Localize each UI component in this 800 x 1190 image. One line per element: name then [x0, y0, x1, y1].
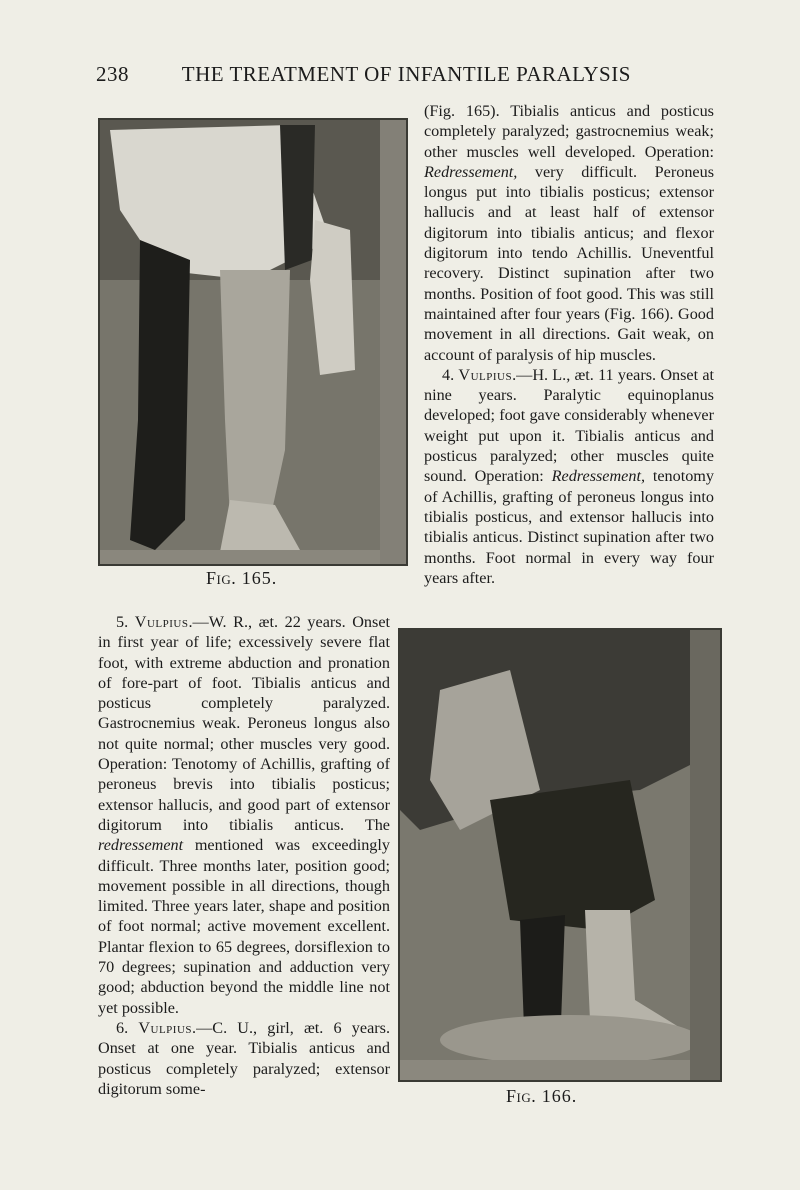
- page-number: 238: [96, 62, 129, 86]
- running-title: THE TREATMENT OF INFANTILE PARALYSIS: [181, 62, 631, 86]
- right-column-text: [424, 101, 714, 588]
- italic-run: Redressement,: [424, 162, 518, 181]
- left-column-text: [98, 612, 390, 1099]
- figure-number: 165.: [241, 568, 278, 588]
- figure-165-photo: [98, 118, 408, 566]
- text-run: very difficult. Peroneus longus put into tibialis posticus; extensor hallucis and at least half of extensor digitorum into tibialis anticus; and flexor digitorum into tendo Achillis. Uneventful recovery. Distinct supination after two months. Position of foot good. This was still maintained after four years (Fig. 166). Good movement in all directions. Gait weak, on account of paralysis of hip muscles.: [424, 162, 714, 364]
- paragraph: [424, 101, 714, 365]
- figure-165-caption: [206, 568, 277, 589]
- text-run: tenotomy of Achillis, grafting of peroneus longus into tibialis posticus, and extensor hallucis into tibialis anticus. Distinct supination after two months. Foot normal in every way four years after.: [424, 467, 714, 587]
- text-run: (Fig. 165). Tibialis anticus and posticus completely paralyzed; gastrocnemius weak; other muscles well developed. Operation:: [424, 102, 714, 161]
- text-run: .—C. U., girl, æt. 6 years. Onset at one year. Tibialis anticus and posticus completely paralyzed; extensor digitorum some-: [98, 1018, 390, 1098]
- text-run: mentioned was exceedingly difficult. Three months later, position good; movement possible in all directions, though limited. Three years later, shape and position of foot normal; active movement excellent. Plantar flexion to 65 degrees, dorsiflexion to 70 degrees; supination and adduction very good; abduction beyond the middle line not yet possible.: [98, 836, 390, 1017]
- figure-number: 166.: [541, 1086, 578, 1106]
- paragraph: [98, 1018, 390, 1099]
- case-number: 5.: [116, 613, 135, 631]
- author-name: Vulpius: [134, 613, 189, 631]
- leg-photo-166: [400, 630, 720, 1080]
- text-run: .—W. R., æt. 22 years. Onset in first year of life; excessively severe flat foot, with extreme abduction and pronation of fore-part of foot. Tibialis anticus and posticus completely paralyzed. Gastrocnemius weak. Peroneus longus also not quite normal; other muscles very good. Operation: Tenotomy of Achillis, grafting of peroneus brevis into tibialis posticus; extensor hallucis, and good part of extensor digitorum into tibialis anticus. The: [98, 613, 390, 834]
- paragraph: [424, 365, 714, 588]
- page-header: [96, 62, 716, 87]
- figure-166-caption: [506, 1086, 577, 1107]
- italic-run: Redressement,: [551, 467, 645, 486]
- leg-photo-165: [100, 120, 406, 564]
- italic-run: redressement: [98, 836, 184, 855]
- figure-166-photo: [398, 628, 722, 1082]
- figure-label: Fig.: [506, 1086, 537, 1106]
- case-number: 4.: [442, 365, 459, 384]
- text-run: .—H. L., æt. 11 years. Onset at nine years. Paralytic equinoplanus developed; foot gave considerably whenever weight put upon it. Tibialis anticus and posticus paralyzed; other muscles quite sound. Operation:: [424, 365, 714, 486]
- case-number: 6.: [116, 1018, 139, 1037]
- paragraph: [98, 612, 390, 1018]
- author-name: Vulpius: [138, 1018, 193, 1037]
- figure-label: Fig.: [206, 568, 237, 588]
- author-name: Vulpius: [458, 365, 513, 384]
